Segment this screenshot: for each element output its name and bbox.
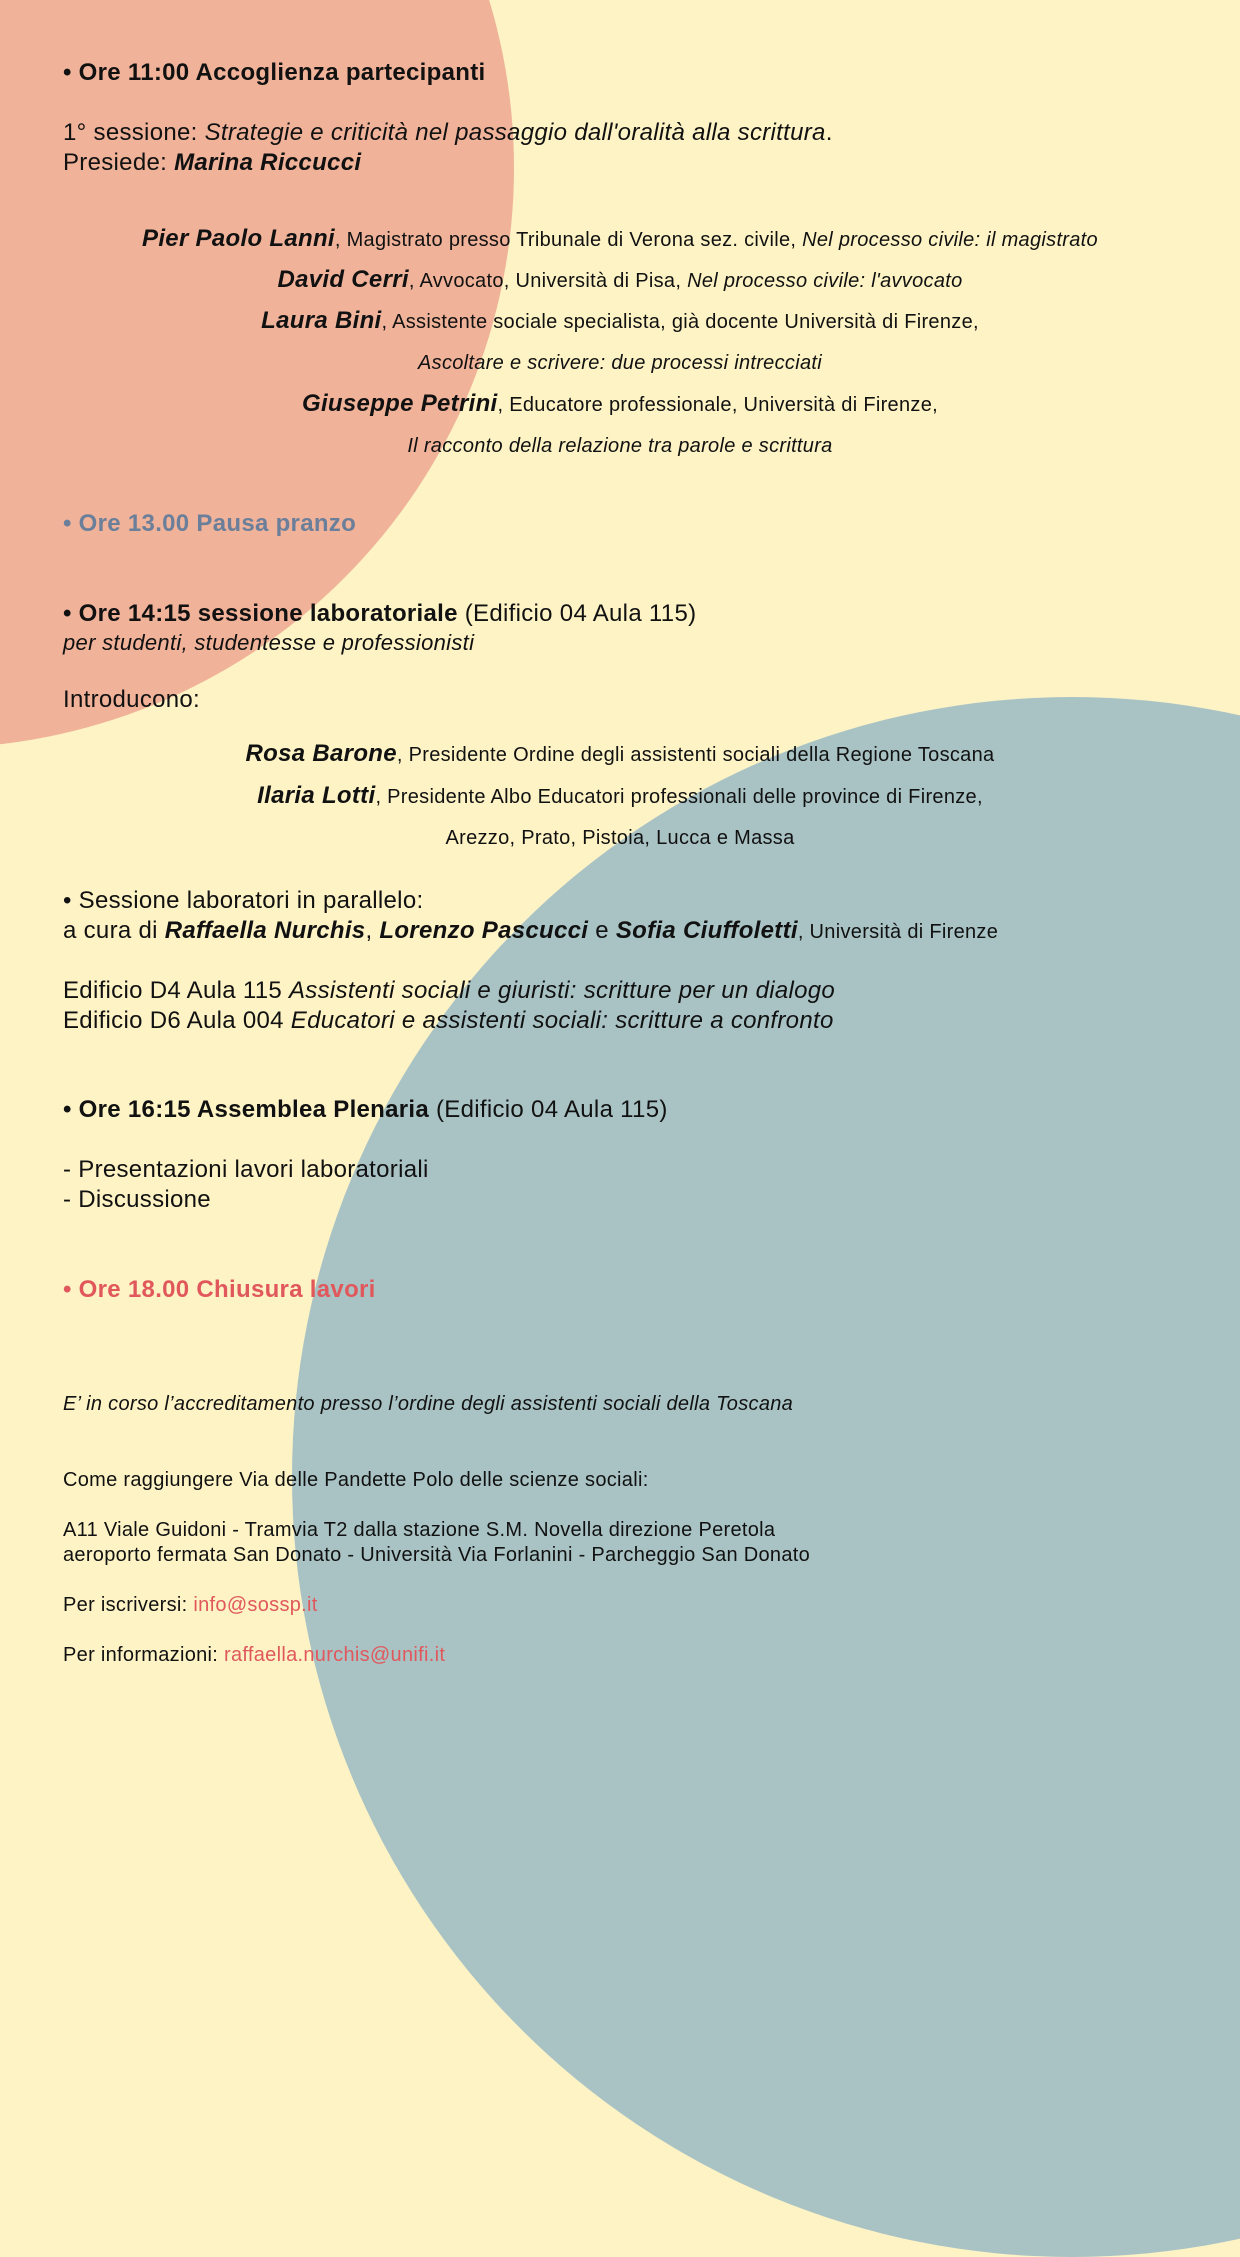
speaker-name: Pier Paolo Lanni: [142, 225, 335, 252]
intro-speaker-lotti-cont: Arezzo, Prato, Pistoia, Lucca e Massa: [445, 827, 795, 849]
lunch-line: • Ore 13.00 Pausa pranzo: [63, 510, 357, 537]
session1-heading: 1° sessione: Strategie e criticità nel passaggio dall'oralità alla scrittura.: [63, 119, 833, 146]
lab-session-heading: • Ore 14:15 sessione laboratoriale (Edificio 04 Aula 115): [63, 600, 697, 627]
speaker-name: Giuseppe Petrini: [302, 390, 498, 417]
intro-speaker-barone: Rosa Barone, Presidente Ordine degli assistenti sociali della Regione Toscana: [245, 740, 995, 767]
intro-speaker-lotti: Ilaria Lotti, Presidente Albo Educatori professionali delle province di Firenze,: [257, 782, 983, 809]
lab-session-audience: per studenti, studentesse e professionisti: [63, 630, 475, 655]
speaker-cerri: David Cerri, Avvocato, Università di Pisa, Nel processo civile: l'avvocato: [277, 266, 963, 293]
speaker-petrini: Giuseppe Petrini, Educatore professionale, Università di Firenze,: [302, 390, 938, 417]
information-email-link[interactable]: raffaella.nurchis@unifi.it: [224, 1644, 446, 1666]
closing-line: • Ore 18.00 Chiusura lavori: [63, 1276, 376, 1303]
welcome-line: • Ore 11:00 Accoglienza partecipanti: [63, 59, 486, 86]
speaker-name: Rosa Barone: [245, 740, 397, 767]
parallel-curators: a cura di Raffaella Nurchis, Lorenzo Pascucci e Sofia Ciuffoletti, Università di Firenze: [63, 917, 999, 944]
parallel-heading: • Sessione laboratori in parallelo:: [63, 887, 424, 914]
plenary-heading: • Ore 16:15 Assemblea Plenaria (Edificio 04 Aula 115): [63, 1096, 668, 1123]
speaker-petrini-talk: Il racconto della relazione tra parole e scrittura: [407, 435, 833, 457]
intro-label: Introducono:: [63, 686, 201, 713]
directions-line-2: aeroporto fermata San Donato - Università Via Forlanini - Parcheggio San Donato: [63, 1544, 811, 1566]
speaker-name: Laura Bini: [261, 307, 382, 334]
speaker-bini: Laura Bini, Assistente sociale specialista, già docente Università di Firenze,: [261, 307, 979, 334]
parallel-room2: Edificio D6 Aula 004 Educatori e assistenti sociali: scritture a confronto: [63, 1007, 834, 1034]
registration-line: Per iscriversi: info@sossp.it: [63, 1594, 318, 1616]
speaker-lanni: Pier Paolo Lanni, Magistrato presso Tribunale di Verona sez. civile, Nel processo civile: il magistrato: [142, 225, 1098, 252]
accreditation-note: E’ in corso l’accreditamento presso l’ordine degli assistenti sociali della Toscana: [63, 1393, 794, 1415]
speaker-name: David Cerri: [277, 266, 409, 293]
plenary-item-2: - Discussione: [63, 1186, 211, 1213]
speaker-bini-talk: Ascoltare e scrivere: due processi intrecciati: [418, 352, 822, 374]
information-line: Per informazioni: raffaella.nurchis@unifi.it: [63, 1644, 446, 1666]
registration-email-link[interactable]: info@sossp.it: [193, 1594, 318, 1616]
plenary-item-1: - Presentazioni lavori laboratoriali: [63, 1156, 429, 1183]
parallel-room1: Edificio D4 Aula 115 Assistenti sociali e giuristi: scritture per un dialogo: [63, 977, 836, 1004]
directions-title: Come raggiungere Via delle Pandette Polo delle scienze sociali:: [63, 1469, 649, 1491]
directions-line-1: A11 Viale Guidoni - Tramvia T2 dalla stazione S.M. Novella direzione Peretola: [63, 1519, 776, 1541]
speaker-name: Ilaria Lotti: [257, 782, 376, 809]
session1-chair: Presiede: Marina Riccucci: [63, 149, 362, 176]
